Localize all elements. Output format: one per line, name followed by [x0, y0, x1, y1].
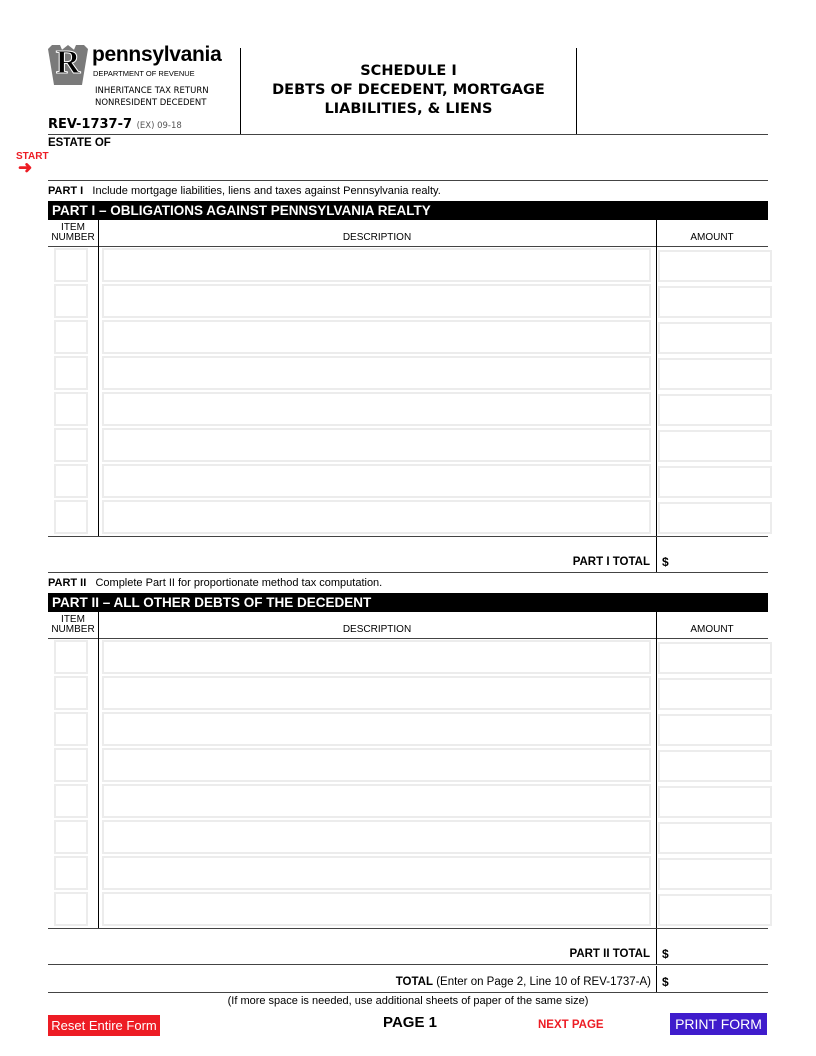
part2-label: PART II	[48, 577, 87, 589]
currency-sign: $	[662, 555, 669, 569]
amount-input[interactable]	[658, 250, 772, 282]
amount-input[interactable]	[658, 894, 772, 926]
divider	[48, 992, 768, 993]
divider	[656, 966, 657, 993]
next-page-link[interactable]: NEXT PAGE	[538, 1019, 604, 1031]
total-label: TOTAL	[395, 976, 433, 988]
col-header-item: NUMBER	[51, 624, 95, 635]
amount-input[interactable]	[658, 286, 772, 318]
item-number-input[interactable]	[54, 392, 88, 426]
item-number-input[interactable]	[54, 748, 88, 782]
page-number: PAGE 1	[383, 1014, 437, 1031]
item-number-input[interactable]	[54, 856, 88, 890]
grand-total-input[interactable]	[672, 970, 768, 992]
total-label: PART I TOTAL	[572, 556, 650, 568]
item-number-input[interactable]	[54, 784, 88, 818]
description-input[interactable]	[102, 820, 651, 854]
header-divider	[576, 48, 577, 135]
description-input[interactable]	[102, 640, 651, 674]
footnote: (If more space is needed, use additional sheets of paper of the same size)	[227, 995, 589, 1007]
amount-input[interactable]	[658, 466, 772, 498]
estate-of-label: ESTATE OF	[48, 137, 111, 149]
description-input[interactable]	[102, 428, 651, 462]
part1-label: PART I	[48, 185, 84, 197]
item-number-input[interactable]	[54, 428, 88, 462]
amount-input[interactable]	[658, 786, 772, 818]
form-version: (EX) 09-18	[136, 121, 182, 131]
part1-instruction	[48, 185, 441, 197]
start-arrow-icon: ➜	[18, 158, 33, 177]
grand-total-label	[48, 976, 651, 988]
part2-instruction-text: Complete Part II for proportionate method tax computation.	[95, 577, 383, 589]
description-input[interactable]	[102, 500, 651, 534]
return-type-line1: INHERITANCE TAX RETURN	[95, 86, 209, 96]
amount-input[interactable]	[658, 358, 772, 390]
currency-sign: $	[662, 947, 669, 961]
logo-text: pennsylvania	[92, 43, 222, 66]
description-input[interactable]	[102, 676, 651, 710]
amount-input[interactable]	[658, 858, 772, 890]
col-header-amount: AMOUNT	[690, 624, 734, 635]
divider	[98, 611, 99, 928]
item-number-input[interactable]	[54, 500, 88, 534]
amount-input[interactable]	[658, 394, 772, 426]
description-input[interactable]	[102, 712, 651, 746]
description-input[interactable]	[102, 392, 651, 426]
col-header-description: DESCRIPTION	[342, 232, 412, 243]
item-number-input[interactable]	[54, 464, 88, 498]
description-input[interactable]	[102, 320, 651, 354]
item-number-input[interactable]	[54, 640, 88, 674]
divider	[48, 180, 768, 181]
reset-form-button[interactable]: Reset Entire Form	[48, 1015, 160, 1036]
description-input[interactable]	[102, 748, 651, 782]
divider	[48, 638, 768, 639]
form-number-text: REV-1737-7	[48, 117, 133, 132]
description-input[interactable]	[102, 892, 651, 926]
item-number-input[interactable]	[54, 248, 88, 282]
part2-instruction	[48, 577, 382, 589]
col-header-description: DESCRIPTION	[342, 624, 412, 635]
description-input[interactable]	[102, 356, 651, 390]
divider	[48, 246, 768, 247]
divider	[48, 134, 768, 135]
amount-input[interactable]	[658, 642, 772, 674]
part1-instruction-text: Include mortgage liabilities, liens and taxes against Pennsylvania realty.	[92, 185, 441, 197]
divider	[656, 611, 657, 964]
part1-total-input[interactable]	[672, 550, 768, 572]
col-header-item: NUMBER	[51, 232, 95, 243]
title-line: LIABILITIES, & LIENS	[324, 101, 493, 117]
item-number-input[interactable]	[54, 820, 88, 854]
amount-input[interactable]	[658, 430, 772, 462]
total-note: (Enter on Page 2, Line 10 of REV-1737-A)	[436, 976, 651, 988]
item-number-input[interactable]	[54, 892, 88, 926]
col-header-amount: AMOUNT	[690, 232, 734, 243]
col-header-item: ITEM	[61, 614, 85, 625]
divider	[48, 572, 768, 573]
department-label: DEPARTMENT OF REVENUE	[93, 69, 195, 78]
print-form-button[interactable]: PRINT FORM	[670, 1013, 767, 1035]
divider	[48, 964, 768, 965]
item-number-input[interactable]	[54, 356, 88, 390]
amount-input[interactable]	[658, 714, 772, 746]
amount-input[interactable]	[658, 322, 772, 354]
form-number	[48, 117, 182, 132]
estate-of-input[interactable]	[48, 152, 768, 178]
description-input[interactable]	[102, 248, 651, 282]
item-number-input[interactable]	[54, 712, 88, 746]
description-input[interactable]	[102, 856, 651, 890]
description-input[interactable]	[102, 464, 651, 498]
part1-heading: PART I – OBLIGATIONS AGAINST PENNSYLVANIA REALTY	[48, 201, 768, 220]
title-line: DEBTS OF DECEDENT, MORTGAGE	[272, 82, 545, 98]
item-number-input[interactable]	[54, 284, 88, 318]
divider	[656, 219, 657, 572]
part2-total-input[interactable]	[672, 942, 768, 964]
amount-input[interactable]	[658, 822, 772, 854]
start-label: START	[16, 151, 49, 162]
divider	[48, 536, 768, 537]
schedule-title	[241, 62, 576, 119]
part2-heading: PART II – ALL OTHER DEBTS OF THE DECEDENT	[48, 593, 768, 612]
title-line: SCHEDULE I	[360, 63, 457, 79]
item-number-input[interactable]	[54, 676, 88, 710]
col-header-item: ITEM	[61, 222, 85, 233]
total-label: PART II TOTAL	[569, 948, 650, 960]
amount-input[interactable]	[658, 750, 772, 782]
amount-input[interactable]	[658, 502, 772, 534]
return-type-line2: NONRESIDENT DECEDENT	[95, 98, 207, 108]
logo-r-letter: R	[55, 44, 81, 81]
description-input[interactable]	[102, 284, 651, 318]
amount-input[interactable]	[658, 678, 772, 710]
divider	[48, 928, 768, 929]
description-input[interactable]	[102, 784, 651, 818]
item-number-input[interactable]	[54, 320, 88, 354]
divider	[98, 219, 99, 536]
currency-sign: $	[662, 975, 669, 989]
